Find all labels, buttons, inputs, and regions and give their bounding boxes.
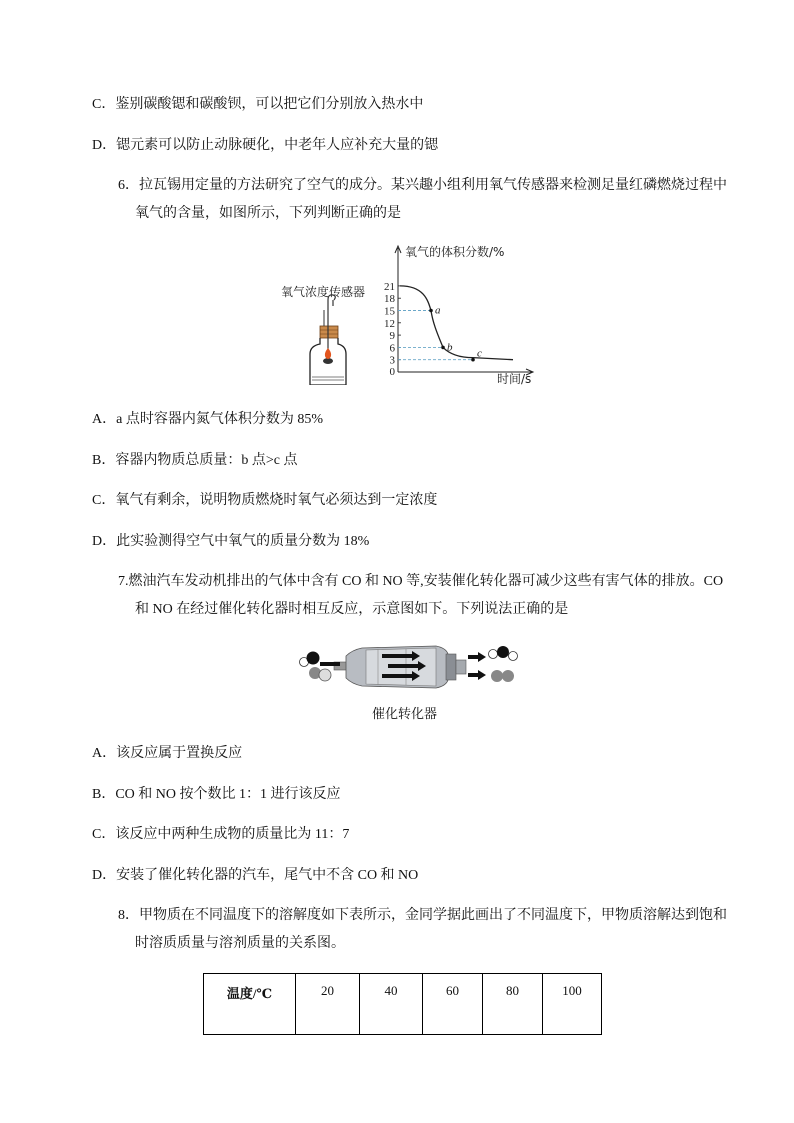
figure7-caption: 催化转化器 [372,707,438,722]
q6-stem-line2: 氧气的含量，如图所示，下列判断正确的是 [135,206,401,221]
table-row [204,974,602,1035]
q5-option-d: D．锶元素可以防止动脉硬化，中老年人应补充大量的锶 [92,138,439,153]
y-tick-label: 9 [389,330,395,343]
table-cell: 100 [543,974,602,1035]
flame-icon [325,348,331,359]
q6-option-c: C．氧气有剩余，说明物质燃烧时氧气必须达到一定浓度 [92,493,438,508]
sensor-label: 氧气浓度传感器 [281,285,366,299]
data-point [429,309,433,313]
y-tick-label: 18 [384,293,395,306]
q7-option-d: D．安装了催化转化器的汽车，尾气中不含 CO 和 NO [92,868,419,883]
y-tick-label: 21 [384,280,395,293]
q7-option-b: B．CO 和 NO 按个数比 1：1 进行该反应 [92,787,341,802]
input-molecules-icon [300,652,332,682]
oxygen-curve [400,286,513,360]
data-point [441,346,445,350]
q7-option-c: C．该反应中两种生成物的质量比为 11：7 [92,827,350,842]
q7-stem-line1: 7.燃油汽车发动机排出的气体中含有 CO 和 NO 等,安装催化转化器可减少这些有害气体的排放。CO [118,574,724,589]
q6-option-b: B．容器内物质总质量：b 点>c 点 [92,453,298,468]
stopper [320,326,338,338]
point-label: b [447,341,453,354]
output-molecules-icon [489,646,518,682]
x-axis-title: 时间/s [497,372,532,385]
table-cell: 20 [296,974,360,1035]
q8-stem-line2: 时溶质质量与溶剂质量的关系图。 [135,936,345,951]
catalytic-converter-figure [296,642,518,694]
origin-label: 0 [389,366,395,378]
solubility-table [203,973,602,1035]
y-tick-label: 15 [384,305,395,318]
table-cell: 60 [423,974,483,1035]
q6-figure [270,240,540,385]
q7-option-a: A．该反应属于置换反应 [92,746,243,761]
point-label: c [477,347,482,360]
q6-option-a: A．a 点时容器内氮气体积分数为 85% [92,412,323,427]
data-point [471,358,475,362]
table-cell: 80 [483,974,543,1035]
point-label: a [435,304,441,317]
y-tick-label: 6 [389,342,395,355]
q6-option-d: D．此实验测得空气中氧气的质量分数为 18% [92,534,370,549]
q8-stem-line1: 8．甲物质在不同温度下的溶解度如下表所示，金同学据此画出了不同温度下，甲物质溶解达到饱和 [118,908,727,923]
table-cell: 40 [360,974,423,1035]
table-header-cell: 温度/℃ [204,974,296,1035]
q6-stem-line1: 6．拉瓦锡用定量的方法研究了空气的成分。某兴趣小组利用氧气传感器来检测足量红磷燃烧过程中 [118,178,727,193]
q7-stem-line2: 和 NO 在经过催化转化器时相互反应，示意图如下。下列说法正确的是 [135,602,569,617]
y-tick-label: 3 [389,354,395,367]
q5-option-c: C．鉴别碳酸锶和碳酸钡，可以把它们分别放入热水中 [92,97,424,112]
y-tick-label: 12 [384,317,395,330]
oxygen-chart [384,244,533,385]
y-axis-title: 氧气的体积分数/% [405,245,505,259]
